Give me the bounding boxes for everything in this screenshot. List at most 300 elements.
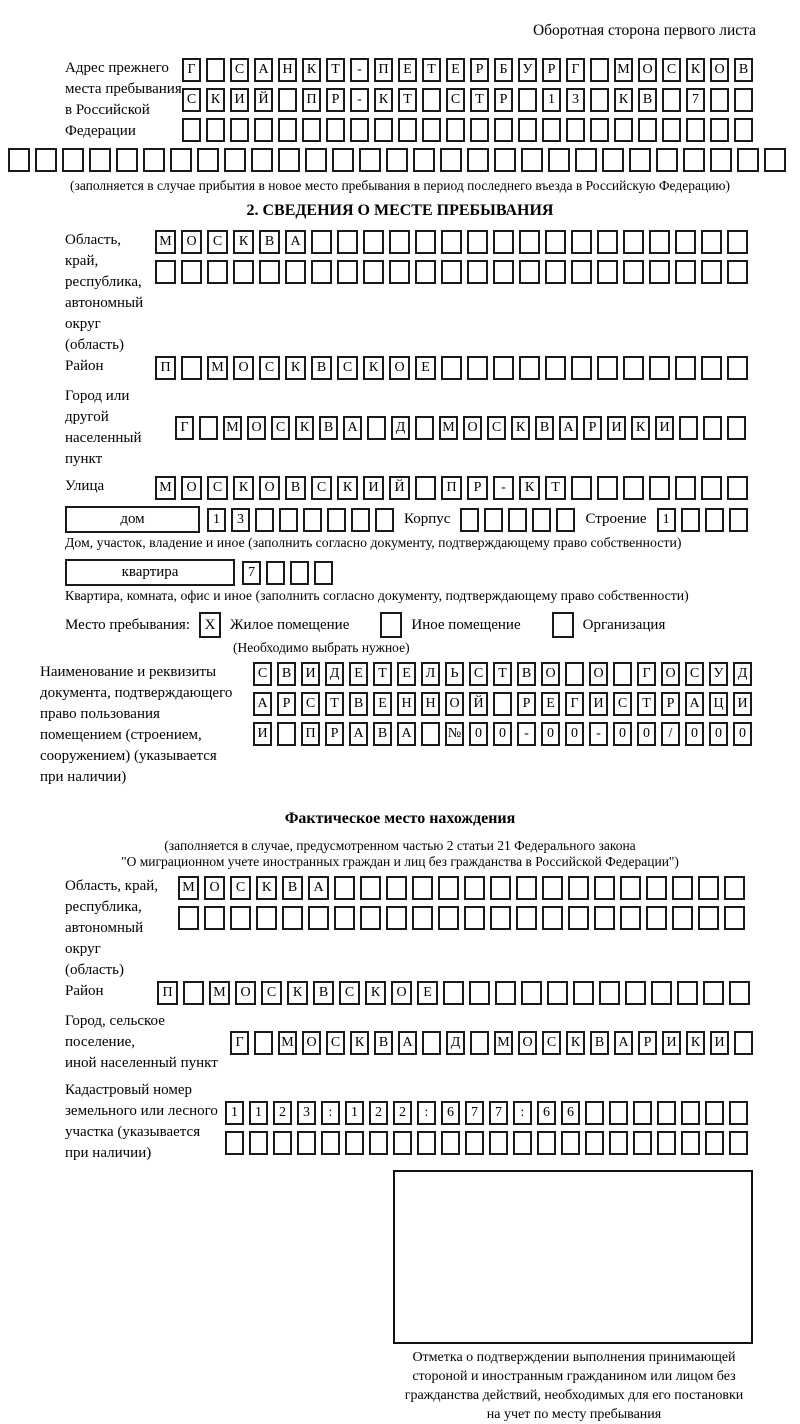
- char-box[interactable]: О: [389, 356, 410, 380]
- char-box[interactable]: [701, 260, 722, 284]
- char-box[interactable]: [597, 356, 618, 380]
- char-box[interactable]: [334, 906, 355, 930]
- char-box[interactable]: Т: [470, 88, 489, 112]
- char-box[interactable]: 0: [709, 722, 728, 746]
- char-box[interactable]: [729, 508, 748, 532]
- char-box[interactable]: О: [518, 1031, 537, 1055]
- char-box[interactable]: А: [343, 416, 362, 440]
- char-box[interactable]: О: [302, 1031, 321, 1055]
- char-box[interactable]: П: [157, 981, 178, 1005]
- char-box[interactable]: К: [374, 88, 393, 112]
- char-box[interactable]: 3: [231, 508, 250, 532]
- char-box[interactable]: [233, 260, 254, 284]
- char-box[interactable]: [290, 561, 309, 585]
- char-box[interactable]: [518, 118, 537, 142]
- char-box[interactable]: [662, 118, 681, 142]
- char-box[interactable]: [737, 148, 759, 172]
- char-box[interactable]: В: [373, 722, 392, 746]
- char-box[interactable]: [278, 88, 297, 112]
- char-box[interactable]: С: [207, 476, 228, 500]
- char-box[interactable]: М: [207, 356, 228, 380]
- char-box[interactable]: [393, 1131, 412, 1155]
- char-box[interactable]: [363, 230, 384, 254]
- char-box[interactable]: [590, 58, 609, 82]
- char-box[interactable]: И: [230, 88, 249, 112]
- char-box[interactable]: Н: [397, 692, 416, 716]
- char-box[interactable]: [351, 508, 370, 532]
- char-box[interactable]: 2: [393, 1101, 412, 1125]
- char-box[interactable]: 7: [489, 1101, 508, 1125]
- char-box[interactable]: Б: [494, 58, 513, 82]
- char-box[interactable]: [633, 1131, 652, 1155]
- char-box[interactable]: Й: [469, 692, 488, 716]
- char-box[interactable]: М: [209, 981, 230, 1005]
- char-box[interactable]: [590, 118, 609, 142]
- char-box[interactable]: [266, 561, 285, 585]
- char-box[interactable]: [386, 876, 407, 900]
- char-box[interactable]: [620, 876, 641, 900]
- char-box[interactable]: [206, 58, 225, 82]
- char-box[interactable]: [597, 230, 618, 254]
- char-box[interactable]: Е: [373, 692, 392, 716]
- char-box[interactable]: [727, 416, 746, 440]
- char-box[interactable]: Т: [373, 662, 392, 686]
- char-box[interactable]: [649, 230, 670, 254]
- char-box[interactable]: Е: [417, 981, 438, 1005]
- char-box[interactable]: М: [155, 230, 176, 254]
- char-box[interactable]: С: [311, 476, 332, 500]
- char-box[interactable]: Ц: [709, 692, 728, 716]
- char-box[interactable]: [363, 260, 384, 284]
- char-box[interactable]: О: [391, 981, 412, 1005]
- char-box[interactable]: [493, 692, 512, 716]
- char-box[interactable]: [389, 260, 410, 284]
- char-box[interactable]: [337, 230, 358, 254]
- char-box[interactable]: [649, 260, 670, 284]
- char-box[interactable]: В: [311, 356, 332, 380]
- char-box[interactable]: Р: [542, 58, 561, 82]
- char-box[interactable]: [623, 230, 644, 254]
- char-box[interactable]: [327, 508, 346, 532]
- char-box[interactable]: [374, 118, 393, 142]
- char-box[interactable]: [273, 1131, 292, 1155]
- char-box[interactable]: С: [542, 1031, 561, 1055]
- char-box[interactable]: [206, 118, 225, 142]
- char-box[interactable]: [494, 118, 513, 142]
- char-box[interactable]: К: [519, 476, 540, 500]
- char-box[interactable]: Р: [467, 476, 488, 500]
- char-box[interactable]: [638, 118, 657, 142]
- char-box[interactable]: [625, 981, 646, 1005]
- char-box[interactable]: [656, 148, 678, 172]
- char-box[interactable]: О: [181, 230, 202, 254]
- char-box[interactable]: Е: [541, 692, 560, 716]
- char-box[interactable]: 1: [207, 508, 226, 532]
- char-box[interactable]: [623, 476, 644, 500]
- char-box[interactable]: Е: [397, 662, 416, 686]
- char-box[interactable]: [255, 508, 274, 532]
- char-box[interactable]: С: [662, 58, 681, 82]
- char-box[interactable]: Р: [494, 88, 513, 112]
- char-box[interactable]: [314, 561, 333, 585]
- char-box[interactable]: [398, 118, 417, 142]
- char-box[interactable]: [724, 906, 745, 930]
- char-box[interactable]: К: [295, 416, 314, 440]
- char-box[interactable]: [279, 508, 298, 532]
- char-box[interactable]: Л: [421, 662, 440, 686]
- char-box[interactable]: [629, 148, 651, 172]
- char-box[interactable]: [438, 906, 459, 930]
- char-box[interactable]: Р: [517, 692, 536, 716]
- char-box[interactable]: Е: [446, 58, 465, 82]
- char-box[interactable]: 6: [441, 1101, 460, 1125]
- char-box[interactable]: Д: [446, 1031, 465, 1055]
- char-box[interactable]: В: [590, 1031, 609, 1055]
- char-box[interactable]: [489, 1131, 508, 1155]
- char-box[interactable]: [412, 906, 433, 930]
- char-box[interactable]: 1: [345, 1101, 364, 1125]
- char-box[interactable]: Г: [230, 1031, 249, 1055]
- char-box[interactable]: [182, 118, 201, 142]
- char-box[interactable]: [521, 148, 543, 172]
- char-box[interactable]: [594, 906, 615, 930]
- char-box[interactable]: [705, 508, 724, 532]
- char-box[interactable]: 1: [542, 88, 561, 112]
- char-box[interactable]: [729, 1101, 748, 1125]
- char-box[interactable]: 0: [541, 722, 560, 746]
- char-box[interactable]: -: [517, 722, 536, 746]
- char-box[interactable]: [443, 981, 464, 1005]
- char-box[interactable]: [597, 476, 618, 500]
- char-box[interactable]: [672, 906, 693, 930]
- char-box[interactable]: [561, 1131, 580, 1155]
- dom-box[interactable]: [65, 506, 200, 533]
- char-box[interactable]: В: [259, 230, 280, 254]
- char-box[interactable]: [467, 260, 488, 284]
- char-box[interactable]: К: [566, 1031, 585, 1055]
- char-box[interactable]: 1: [225, 1101, 244, 1125]
- char-box[interactable]: 0: [469, 722, 488, 746]
- char-box[interactable]: [259, 260, 280, 284]
- char-box[interactable]: [646, 876, 667, 900]
- char-box[interactable]: Р: [325, 722, 344, 746]
- char-box[interactable]: [467, 230, 488, 254]
- char-box[interactable]: [686, 118, 705, 142]
- char-box[interactable]: Г: [566, 58, 585, 82]
- char-box[interactable]: [332, 148, 354, 172]
- char-box[interactable]: [464, 906, 485, 930]
- char-box[interactable]: Т: [493, 662, 512, 686]
- char-box[interactable]: П: [301, 722, 320, 746]
- char-box[interactable]: [8, 148, 30, 172]
- char-box[interactable]: С: [469, 662, 488, 686]
- char-box[interactable]: [469, 981, 490, 1005]
- char-box[interactable]: Е: [349, 662, 368, 686]
- char-box[interactable]: К: [233, 476, 254, 500]
- char-box[interactable]: О: [204, 876, 225, 900]
- kvartira-box[interactable]: [65, 559, 235, 586]
- char-box[interactable]: [675, 230, 696, 254]
- char-box[interactable]: [297, 1131, 316, 1155]
- char-box[interactable]: О: [247, 416, 266, 440]
- char-box[interactable]: А: [685, 692, 704, 716]
- char-box[interactable]: [710, 148, 732, 172]
- char-box[interactable]: [359, 148, 381, 172]
- char-box[interactable]: [724, 876, 745, 900]
- char-box[interactable]: [446, 118, 465, 142]
- char-box[interactable]: [599, 981, 620, 1005]
- char-box[interactable]: С: [613, 692, 632, 716]
- char-box[interactable]: [710, 118, 729, 142]
- char-box[interactable]: [657, 1131, 676, 1155]
- char-box[interactable]: -: [493, 476, 514, 500]
- char-box[interactable]: Р: [638, 1031, 657, 1055]
- char-box[interactable]: Г: [565, 692, 584, 716]
- char-box[interactable]: [734, 1031, 753, 1055]
- char-box[interactable]: [441, 1131, 460, 1155]
- char-box[interactable]: Г: [182, 58, 201, 82]
- char-box[interactable]: Р: [470, 58, 489, 82]
- char-box[interactable]: [609, 1131, 628, 1155]
- char-box[interactable]: [35, 148, 57, 172]
- char-box[interactable]: С: [339, 981, 360, 1005]
- char-box[interactable]: С: [230, 876, 251, 900]
- char-box[interactable]: С: [337, 356, 358, 380]
- char-box[interactable]: В: [277, 662, 296, 686]
- char-box[interactable]: [460, 508, 479, 532]
- char-box[interactable]: [683, 148, 705, 172]
- char-box[interactable]: [516, 906, 537, 930]
- char-box[interactable]: [285, 260, 306, 284]
- char-box[interactable]: [311, 260, 332, 284]
- char-box[interactable]: С: [259, 356, 280, 380]
- char-box[interactable]: [412, 876, 433, 900]
- char-box[interactable]: [532, 508, 551, 532]
- char-box[interactable]: [367, 416, 386, 440]
- char-box[interactable]: [181, 260, 202, 284]
- char-box[interactable]: [571, 356, 592, 380]
- char-box[interactable]: И: [733, 692, 752, 716]
- char-box[interactable]: О: [589, 662, 608, 686]
- char-box[interactable]: И: [655, 416, 674, 440]
- char-box[interactable]: [493, 356, 514, 380]
- char-box[interactable]: И: [662, 1031, 681, 1055]
- char-box[interactable]: -: [350, 58, 369, 82]
- char-box[interactable]: [116, 148, 138, 172]
- char-box[interactable]: [590, 88, 609, 112]
- char-box[interactable]: К: [363, 356, 384, 380]
- char-box[interactable]: 0: [493, 722, 512, 746]
- char-box[interactable]: [170, 148, 192, 172]
- char-box[interactable]: [155, 260, 176, 284]
- char-box[interactable]: К: [686, 1031, 705, 1055]
- char-box[interactable]: 7: [686, 88, 705, 112]
- char-box[interactable]: С: [230, 58, 249, 82]
- char-box[interactable]: [701, 230, 722, 254]
- char-box[interactable]: [143, 148, 165, 172]
- char-box[interactable]: [542, 906, 563, 930]
- char-box[interactable]: К: [302, 58, 321, 82]
- char-box[interactable]: К: [686, 58, 705, 82]
- char-box[interactable]: [493, 260, 514, 284]
- char-box[interactable]: Т: [422, 58, 441, 82]
- char-box[interactable]: В: [734, 58, 753, 82]
- char-box[interactable]: [345, 1131, 364, 1155]
- char-box[interactable]: [230, 906, 251, 930]
- char-box[interactable]: [334, 876, 355, 900]
- char-box[interactable]: [677, 981, 698, 1005]
- char-box[interactable]: С: [207, 230, 228, 254]
- char-box[interactable]: Т: [637, 692, 656, 716]
- char-box[interactable]: Р: [661, 692, 680, 716]
- char-box[interactable]: Р: [326, 88, 345, 112]
- char-box[interactable]: [585, 1101, 604, 1125]
- char-box[interactable]: [649, 356, 670, 380]
- char-box[interactable]: А: [308, 876, 329, 900]
- char-box[interactable]: [542, 118, 561, 142]
- char-box[interactable]: С: [301, 692, 320, 716]
- char-box[interactable]: [278, 118, 297, 142]
- char-box[interactable]: [602, 148, 624, 172]
- char-box[interactable]: А: [253, 692, 272, 716]
- char-box[interactable]: 0: [685, 722, 704, 746]
- char-box[interactable]: №: [445, 722, 464, 746]
- char-box[interactable]: [415, 416, 434, 440]
- char-box[interactable]: И: [589, 692, 608, 716]
- char-box[interactable]: [566, 118, 585, 142]
- char-box[interactable]: [389, 230, 410, 254]
- char-box[interactable]: М: [614, 58, 633, 82]
- char-box[interactable]: [326, 118, 345, 142]
- char-box[interactable]: [609, 1101, 628, 1125]
- char-box[interactable]: О: [710, 58, 729, 82]
- char-box[interactable]: [311, 230, 332, 254]
- char-box[interactable]: [701, 476, 722, 500]
- char-box[interactable]: [729, 981, 750, 1005]
- char-box[interactable]: [321, 1131, 340, 1155]
- char-box[interactable]: [545, 230, 566, 254]
- char-box[interactable]: [565, 662, 584, 686]
- char-box[interactable]: [415, 476, 436, 500]
- char-box[interactable]: К: [233, 230, 254, 254]
- char-box[interactable]: [254, 118, 273, 142]
- char-box[interactable]: Р: [583, 416, 602, 440]
- char-box[interactable]: В: [517, 662, 536, 686]
- char-box[interactable]: [675, 476, 696, 500]
- char-box[interactable]: [308, 906, 329, 930]
- char-box[interactable]: [519, 230, 540, 254]
- char-box[interactable]: [369, 1131, 388, 1155]
- char-box[interactable]: М: [178, 876, 199, 900]
- char-box[interactable]: [230, 118, 249, 142]
- char-box[interactable]: -: [589, 722, 608, 746]
- char-box[interactable]: [698, 876, 719, 900]
- char-box[interactable]: [727, 356, 748, 380]
- char-box[interactable]: [573, 981, 594, 1005]
- char-box[interactable]: [594, 876, 615, 900]
- char-box[interactable]: [337, 260, 358, 284]
- char-box[interactable]: [256, 906, 277, 930]
- char-box[interactable]: [545, 260, 566, 284]
- char-box[interactable]: С: [253, 662, 272, 686]
- char-box[interactable]: [623, 356, 644, 380]
- char-box[interactable]: И: [363, 476, 384, 500]
- char-box[interactable]: А: [559, 416, 578, 440]
- char-box[interactable]: [490, 876, 511, 900]
- char-box[interactable]: [705, 1131, 724, 1155]
- char-box[interactable]: Г: [637, 662, 656, 686]
- char-box[interactable]: [614, 118, 633, 142]
- char-box[interactable]: [441, 230, 462, 254]
- char-box[interactable]: [417, 1131, 436, 1155]
- char-box[interactable]: [277, 722, 296, 746]
- char-box[interactable]: 2: [273, 1101, 292, 1125]
- char-box[interactable]: 7: [465, 1101, 484, 1125]
- char-box[interactable]: О: [235, 981, 256, 1005]
- char-box[interactable]: О: [233, 356, 254, 380]
- char-box[interactable]: [494, 148, 516, 172]
- char-box[interactable]: [698, 906, 719, 930]
- char-box[interactable]: [413, 148, 435, 172]
- char-box[interactable]: А: [398, 1031, 417, 1055]
- char-box[interactable]: В: [535, 416, 554, 440]
- char-box[interactable]: М: [155, 476, 176, 500]
- char-box[interactable]: [254, 1031, 273, 1055]
- char-box[interactable]: :: [417, 1101, 436, 1125]
- char-box[interactable]: [508, 508, 527, 532]
- char-box[interactable]: С: [182, 88, 201, 112]
- char-box[interactable]: [679, 416, 698, 440]
- char-box[interactable]: [651, 981, 672, 1005]
- char-box[interactable]: [623, 260, 644, 284]
- char-box[interactable]: В: [282, 876, 303, 900]
- char-box[interactable]: [681, 1131, 700, 1155]
- char-box[interactable]: -: [350, 88, 369, 112]
- char-box[interactable]: [519, 356, 540, 380]
- char-box[interactable]: [470, 118, 489, 142]
- char-box[interactable]: Т: [398, 88, 417, 112]
- char-box[interactable]: [415, 260, 436, 284]
- char-box[interactable]: [646, 906, 667, 930]
- char-box[interactable]: В: [313, 981, 334, 1005]
- char-box[interactable]: [89, 148, 111, 172]
- char-box[interactable]: С: [271, 416, 290, 440]
- char-box[interactable]: /: [661, 722, 680, 746]
- char-box[interactable]: [571, 476, 592, 500]
- char-box[interactable]: О: [259, 476, 280, 500]
- char-box[interactable]: Н: [278, 58, 297, 82]
- char-box[interactable]: [441, 260, 462, 284]
- char-box[interactable]: [422, 88, 441, 112]
- char-box[interactable]: 0: [613, 722, 632, 746]
- char-box[interactable]: К: [614, 88, 633, 112]
- char-box[interactable]: [207, 260, 228, 284]
- char-box[interactable]: 6: [561, 1101, 580, 1125]
- char-box[interactable]: Й: [389, 476, 410, 500]
- char-box[interactable]: [438, 876, 459, 900]
- char-box[interactable]: [199, 416, 218, 440]
- char-box[interactable]: У: [518, 58, 537, 82]
- char-box[interactable]: [568, 876, 589, 900]
- char-box[interactable]: Т: [545, 476, 566, 500]
- char-box[interactable]: [734, 118, 753, 142]
- char-box[interactable]: [204, 906, 225, 930]
- char-box[interactable]: И: [253, 722, 272, 746]
- checkbox-organizaciya[interactable]: [552, 612, 574, 638]
- char-box[interactable]: [183, 981, 204, 1005]
- char-box[interactable]: [542, 876, 563, 900]
- char-box[interactable]: [249, 1131, 268, 1155]
